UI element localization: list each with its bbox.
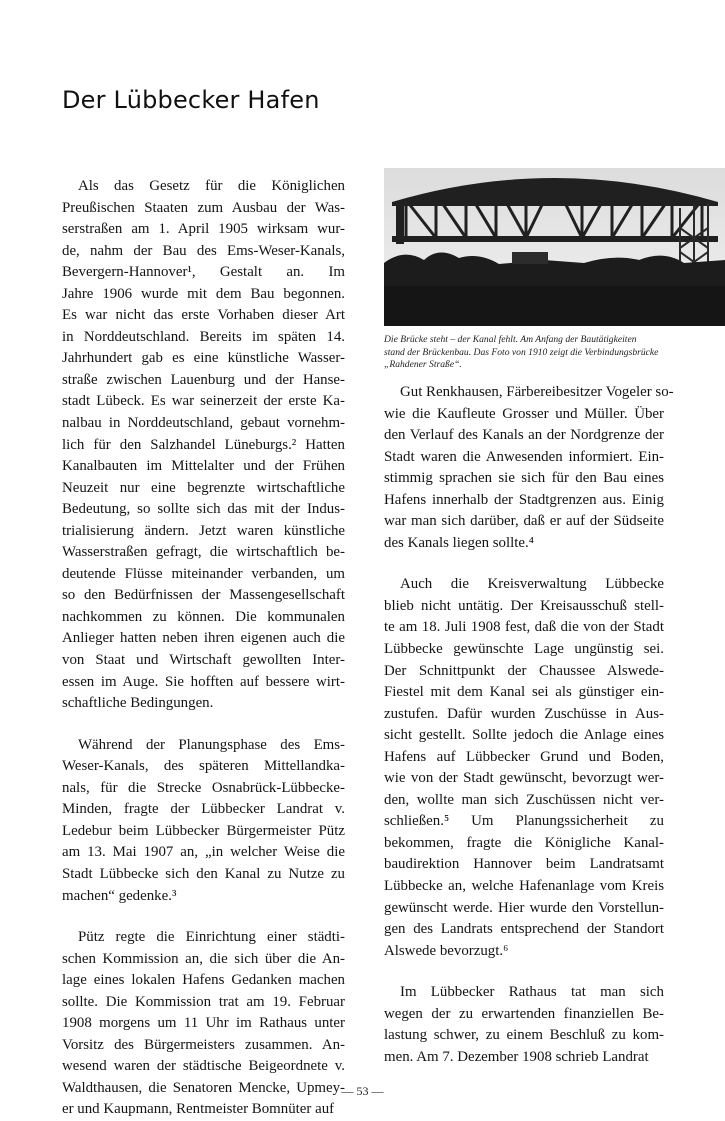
text-line: blieb nicht untätig. Der Kreisausschuß stell- (384, 597, 664, 614)
text-line: in Norddeutschland. Bereits im späten 14. (62, 328, 345, 345)
text-line: so den Bedürfnissen der Massengesellschaft (62, 587, 345, 604)
text-line: Lübbecke gewünschte Lage ungünstig sei. (384, 641, 664, 658)
text-line: Weser-Kanals, des späteren Mittellandka- (62, 758, 345, 775)
text-line: men. Am 7. Dezember 1908 schrieb Landrat (384, 1048, 649, 1065)
text-line: den Verlauf des Kanals an der Nordgrenze der (384, 427, 664, 444)
text-line: Hafens auf Lübbecker Grund und Boden, (384, 748, 664, 765)
text-line: Bedeutung, so sollte sich das mit der Indus- (62, 501, 345, 518)
text-line: Neuzeit nur eine begrenzte wirtschaftliche (62, 479, 345, 496)
text-line: Waldthausen, die Senatoren Mencke, Upmey- (62, 1079, 345, 1096)
text-line: wesend waren der städtische Beigeordnete v. (62, 1058, 345, 1075)
text-line: Preußischen Staaten zum Ausbau der Was- (62, 199, 345, 216)
text-line: nals, für die Strecke Osnabrück-Lübbecke- (62, 779, 345, 796)
text-column-left (62, 176, 345, 1121)
caption-line: „Rahdener Straße“. (384, 359, 462, 370)
text-line: am 13. Mai 1907 an, „in welcher Weise die (62, 844, 345, 861)
text-line: Kanalbauten im Mittelalter und der Frühen (62, 458, 345, 475)
text-line: stadt Lübeck. Es war seinerzeit der erste Ka- (62, 393, 345, 410)
text-line: Auch die Kreisverwaltung Lübbecke (400, 576, 664, 593)
text-line: von Staat und Wirtschaft gewollten Inter- (62, 652, 345, 669)
text-line: lich für den Salzhandel Lüneburgs.² Hatten (62, 436, 345, 453)
text-line: nalbau in Norddeutschland, gebaut vornehm- (62, 415, 345, 432)
paragraph (384, 982, 664, 1068)
text-line: Pütz regte die Einrichtung einer städti- (78, 929, 345, 946)
text-line: Vorsitz des Bürgermeisters zusammen. An- (62, 1036, 345, 1053)
photo-caption (384, 334, 725, 372)
text-line: Stadt Lübbecke sich den Kanal zu Nutze zu (62, 865, 345, 882)
text-line: er und Kaupmann, Rentmeister Bomnüter auf (62, 1101, 335, 1118)
text-line: Ledebur beim Lübbecker Bürgermeister Pütz (62, 822, 345, 839)
text-line: Während der Planungsphase des Ems- (78, 736, 345, 753)
text-line: Anlieger hatten neben ihren eigenen auch die (62, 630, 345, 647)
text-line: Es war nicht das erste Vorhaben dieser Art (62, 307, 345, 324)
text-line: Jahrhundert gab es eine künstliche Wasser- (62, 350, 345, 367)
text-line: gewünscht werde. Hier wurde den Vorstellun- (384, 899, 664, 916)
text-line: lage eines lokalen Hafens Gedanken machen (62, 972, 345, 989)
ground (384, 286, 725, 326)
text-line: Alswede bevorzugt.⁶ (384, 942, 509, 959)
bridge-photo (384, 168, 725, 326)
text-line: zustufen. Dafür wurden Zuschüsse in Aus- (384, 705, 664, 722)
text-line: deutende Flüsse miteinander verbanden, um (62, 565, 345, 582)
text-line: de, nahm der Bau des Ems-Weser-Kanals, (62, 242, 345, 259)
text-line: bekommen, fragte die Königliche Kanal- (384, 834, 664, 851)
caption-line: Die Brücke steht – der Kanal fehlt. Am Anfang der Bautätigkeiten (384, 334, 637, 345)
text-line: Stadt waren die Anwesenden informiert. Ein- (384, 448, 664, 465)
paragraph (62, 735, 345, 907)
text-line: lastung schwer, zu einem Beschluß zu kom- (384, 1027, 664, 1044)
text-line: machen“ gedenke.³ (62, 887, 177, 904)
text-line: Jahre 1906 wurde mit dem Bau begonnen. (62, 285, 345, 302)
paragraph (384, 574, 664, 962)
paragraph (384, 382, 674, 554)
text-line: straße zwischen Lauenburg und der Hanse- (62, 371, 345, 388)
page-number: — 53 — (341, 1084, 384, 1098)
text-line: sollte. Die Kommission trat am 19. Februar (62, 993, 345, 1010)
text-line: war man sich darüber, daß er auf der Südseite (384, 513, 664, 530)
text-line: 1908 morgens um 11 Uhr im Rathaus unter (62, 1015, 345, 1032)
text-line: trialisierung ändern. Jetzt waren künstliche (62, 522, 345, 539)
text-line: des Kanals liegen sollte.⁴ (384, 534, 534, 551)
text-line: wegen der zu erwartenden finanziellen Be- (384, 1005, 664, 1022)
text-line: gen des Landrats entsprechend der Standort (384, 921, 664, 938)
caption-line: stand der Brückenbau. Das Foto von 1910 zeigt die Verbindungsbrücke (384, 346, 659, 358)
text-line: baudirektion Hannover beim Landratsamt (384, 856, 664, 873)
text-line: wie die Kaufleute Grosser und Müller. Über (384, 405, 664, 422)
text-line: den, wollte man sich Zuschüssen nicht ver- (384, 791, 664, 808)
text-line: Hafens innerhalb der Stadtgrenzen aus. Einig (384, 491, 664, 508)
building (512, 252, 548, 264)
text-line: schaftliche Bedingungen. (62, 695, 214, 712)
page-title: Der Lübbecker Hafen (62, 86, 320, 114)
text-line: Minden, fragte der Lübbecker Landrat v. (62, 801, 345, 818)
text-line: Als das Gesetz für die Königlichen (78, 178, 345, 194)
text-line: wie von der Stadt gewünscht, bevorzugt wer- (384, 770, 664, 787)
text-line: serstraßen am 1. April 1905 wirksam wur- (62, 221, 345, 238)
text-line: nachkommen zu können. Die kommunalen (62, 608, 345, 625)
bridge-photo-image (384, 168, 725, 326)
text-line: sicht gestellt. Sollte jedoch die Anlage eines (384, 727, 664, 744)
paragraph (62, 176, 345, 715)
text-line: schen Kommission an, die sich über die An- (62, 950, 345, 967)
text-line: Fiestel mit dem Kanal sei als günstiger ein- (384, 684, 664, 701)
text-line: Gut Renkhausen, Färbereibesitzer Vogeler so- (400, 384, 674, 400)
text-line: Im Lübbecker Rathaus tat man sich (400, 984, 664, 1001)
text-line: schließen.⁵ Um Planungssicherheit zu (384, 813, 664, 830)
text-line: Wasserstraßen gefragt, die wirtschaftlich be- (62, 544, 345, 561)
text-column-right (384, 382, 674, 1068)
text-line: Der Schnittpunkt der Chaussee Alswede- (384, 662, 664, 679)
text-line: Bevergern-Hannover¹, Gestalt an. Im (62, 264, 345, 281)
text-line: stimmig sprachen sie sich für den Bau eines (384, 470, 664, 487)
text-line: essen im Auge. Sie hofften auf bessere wirt- (62, 673, 345, 690)
text-line: Lübbecke an, welche Hafenanlage vom Kreis (384, 878, 664, 895)
text-line: te am 18. Juli 1908 fest, daß die von der Stadt (384, 619, 664, 636)
